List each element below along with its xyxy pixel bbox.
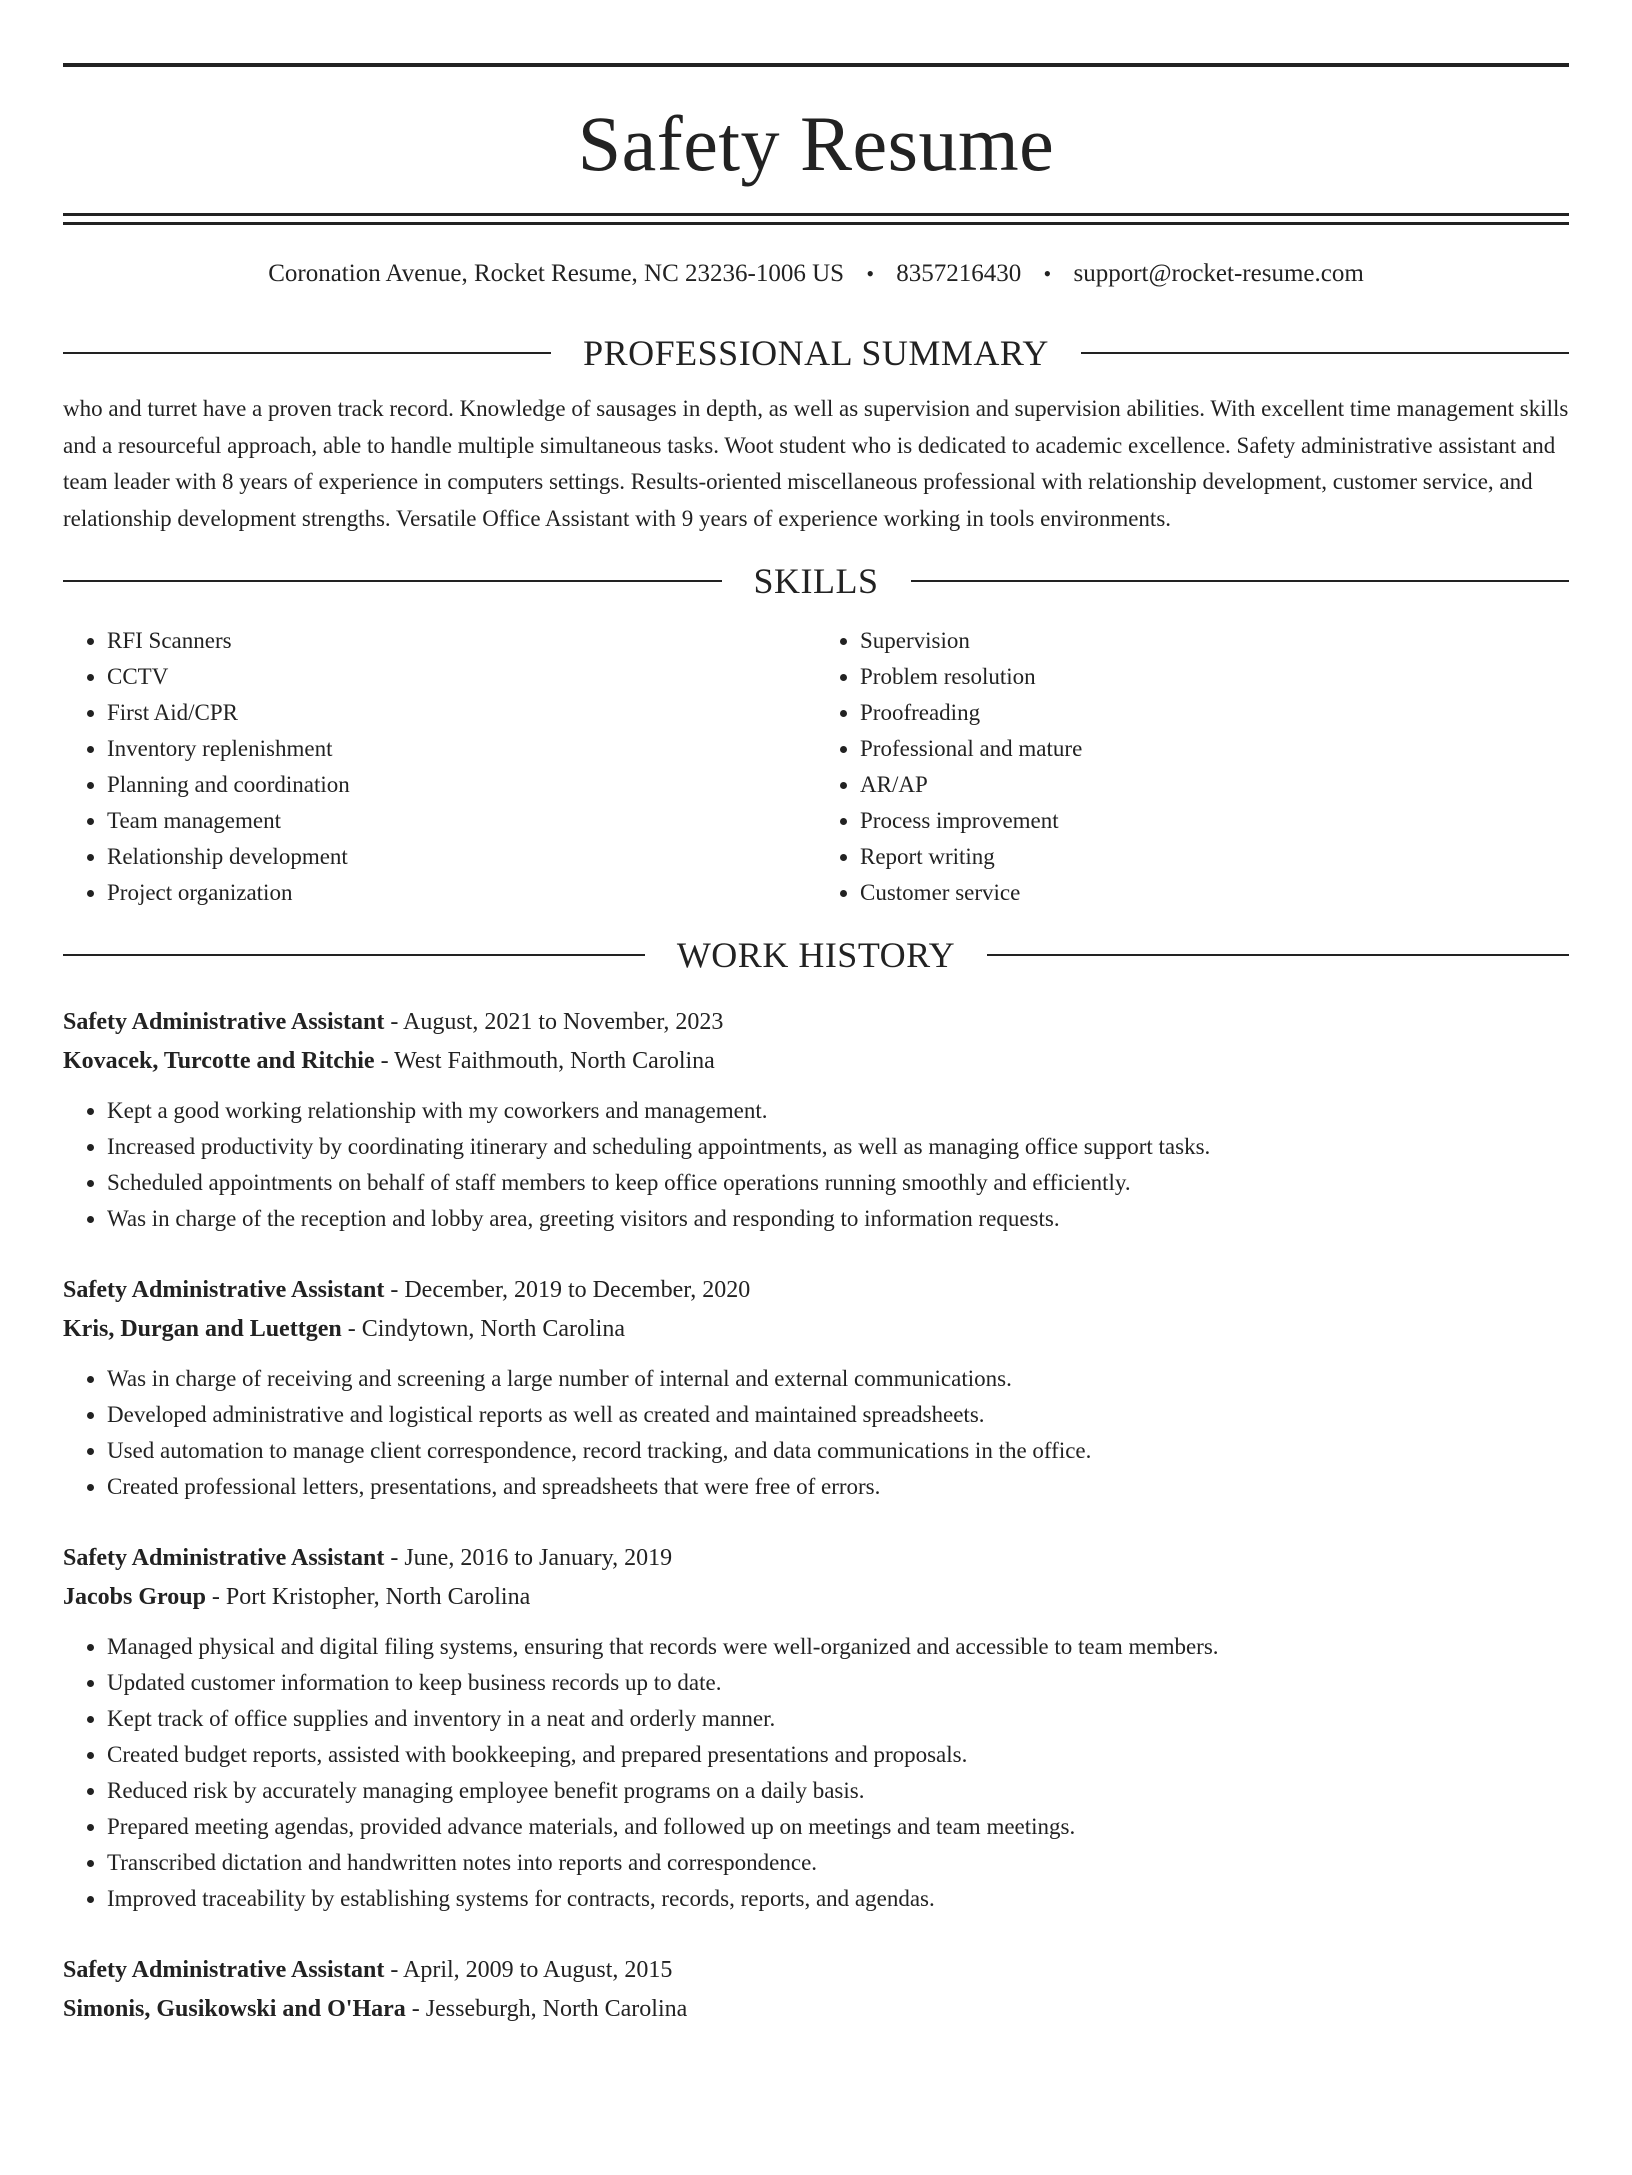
section-title: SKILLS <box>753 561 879 601</box>
email: support@rocket-resume.com <box>1073 260 1364 287</box>
heading-rule <box>911 580 1570 582</box>
job-company: Jacobs Group <box>63 1584 206 1610</box>
skill-item: • Inventory replenishment <box>107 731 816 767</box>
skill-item: • First Aid/CPR <box>107 695 816 731</box>
summary-text: who and turret have a proven track record. Knowledge of sausages in depth, as well as supervision and supervision abilities. With excellent time management skills and a resourceful approach, able to handle multiple simultaneous tasks. Woot student who is dedicated to academic excellence. Safety administrative assistant and team leader with 8 years of experience in computers settings. Results-oriented miscellaneous professional with relationship development, customer service, and relationship development strengths. Versatile Office Assistant with 9 years of experience working in tools environments. <box>63 396 1569 531</box>
contact-line <box>63 259 1569 289</box>
skills-heading <box>63 561 1569 601</box>
section-title: WORK HISTORY <box>676 935 956 975</box>
job-duty-item: • Was in charge of the reception and lobby area, greeting visitors and responding to information requests. <box>107 1201 1569 1237</box>
job-location: - Cindytown, North Carolina <box>341 1316 626 1342</box>
job-company: Simonis, Gusikowski and O'Hara <box>63 1996 406 2022</box>
resume-title: Safety Resume <box>577 100 1055 187</box>
job-dates: - August, 2021 to November, 2023 <box>384 1009 724 1035</box>
job-company: Kris, Durgan and Luettgen <box>63 1316 342 1342</box>
skill-item: • Problem resolution <box>860 659 1569 695</box>
job-dates: - December, 2019 to December, 2020 <box>384 1277 751 1303</box>
skill-item: • Process improvement <box>860 803 1569 839</box>
summary-heading <box>63 333 1569 373</box>
job-company: Kovacek, Turcotte and Ritchie <box>63 1048 375 1074</box>
job-title-line <box>63 1539 1569 1578</box>
contact-separator: • <box>866 261 875 286</box>
skill-item: • RFI Scanners <box>107 623 816 659</box>
job-location: - West Faithmouth, North Carolina <box>374 1048 715 1074</box>
job-title-line <box>63 1951 1569 1990</box>
job-duties <box>63 1629 1569 1917</box>
job-title-line <box>63 1003 1569 1042</box>
heading-rule <box>63 954 645 956</box>
job-duty-item: • Was in charge of receiving and screening a large number of internal and external communications. <box>107 1361 1569 1397</box>
phone: 8357216430 <box>896 260 1022 287</box>
job-dates: - April, 2009 to August, 2015 <box>384 1957 673 1983</box>
job-location: - Jesseburgh, North Carolina <box>405 1996 688 2022</box>
skills-list-left <box>63 623 816 911</box>
job-duties <box>63 1093 1569 1237</box>
job-entry <box>63 1003 1569 1237</box>
skill-item: • Team management <box>107 803 816 839</box>
job-duty-item: • Updated customer information to keep business records up to date. <box>107 1665 1569 1701</box>
heading-rule <box>63 352 551 354</box>
job-duty-item: • Increased productivity by coordinating itinerary and scheduling appointments, as well as managing office support tasks. <box>107 1129 1569 1165</box>
job-duty-item: • Created budget reports, assisted with bookkeeping, and prepared presentations and proposals. <box>107 1737 1569 1773</box>
job-duty-item: • Developed administrative and logistical reports as well as created and maintained spreadsheets. <box>107 1397 1569 1433</box>
skill-item: • Planning and coordination <box>107 767 816 803</box>
job-role: Safety Administrative Assistant <box>63 1009 385 1035</box>
skill-item: • Project organization <box>107 875 816 911</box>
heading-rule <box>987 954 1569 956</box>
work-history-list <box>63 1003 1569 2029</box>
skill-item: • Proofreading <box>860 695 1569 731</box>
job-company-line <box>63 1578 1569 1617</box>
job-duty-item: • Reduced risk by accurately managing employee benefit programs on a daily basis. <box>107 1773 1569 1809</box>
skill-item: • Professional and mature <box>860 731 1569 767</box>
job-duties <box>63 1361 1569 1505</box>
job-duty-item: • Created professional letters, presentations, and spreadsheets that were free of errors. <box>107 1469 1569 1505</box>
skills-list-right <box>816 623 1569 911</box>
job-duty-item: • Used automation to manage client correspondence, record tracking, and data communications in the office. <box>107 1433 1569 1469</box>
title-double-rule <box>63 213 1569 225</box>
heading-rule <box>63 580 722 582</box>
job-role: Safety Administrative Assistant <box>63 1545 385 1571</box>
skill-item: • Customer service <box>860 875 1569 911</box>
skill-item: • Relationship development <box>107 839 816 875</box>
job-duty-item: • Transcribed dictation and handwritten notes into reports and correspondence. <box>107 1845 1569 1881</box>
resume-page <box>0 63 1632 2175</box>
job-duty-item: • Kept track of office supplies and inventory in a neat and orderly manner. <box>107 1701 1569 1737</box>
job-entry <box>63 1539 1569 1917</box>
job-duty-item: • Improved traceability by establishing systems for contracts, records, reports, and agendas. <box>107 1881 1569 1917</box>
skill-item: • CCTV <box>107 659 816 695</box>
job-duty-item: • Kept a good working relationship with my coworkers and management. <box>107 1093 1569 1129</box>
job-duty-item: • Managed physical and digital filing systems, ensuring that records were well-organized and accessible to team members. <box>107 1629 1569 1665</box>
heading-rule <box>1081 352 1569 354</box>
job-location: - Port Kristopher, North Carolina <box>205 1584 531 1610</box>
job-role: Safety Administrative Assistant <box>63 1277 385 1303</box>
skill-item: • Report writing <box>860 839 1569 875</box>
job-entry <box>63 1951 1569 2029</box>
job-title-line <box>63 1271 1569 1310</box>
job-duty-item: • Scheduled appointments on behalf of staff members to keep office operations running smoothly and efficiently. <box>107 1165 1569 1201</box>
job-role: Safety Administrative Assistant <box>63 1957 385 1983</box>
job-company-line <box>63 1310 1569 1349</box>
job-dates: - June, 2016 to January, 2019 <box>384 1545 673 1571</box>
skill-item: • AR/AP <box>860 767 1569 803</box>
job-duty-item: • Prepared meeting agendas, provided advance materials, and followed up on meetings and team meetings. <box>107 1809 1569 1845</box>
section-title: PROFESSIONAL SUMMARY <box>583 333 1049 373</box>
address: Coronation Avenue, Rocket Resume, NC 23236-1006 US <box>268 260 845 287</box>
skills-columns <box>63 623 1569 911</box>
job-entry <box>63 1271 1569 1505</box>
job-company-line <box>63 1990 1569 2029</box>
job-company-line <box>63 1042 1569 1081</box>
work-heading <box>63 935 1569 975</box>
contact-separator: • <box>1043 261 1052 286</box>
top-rule <box>63 63 1569 67</box>
skill-item: • Supervision <box>860 623 1569 659</box>
